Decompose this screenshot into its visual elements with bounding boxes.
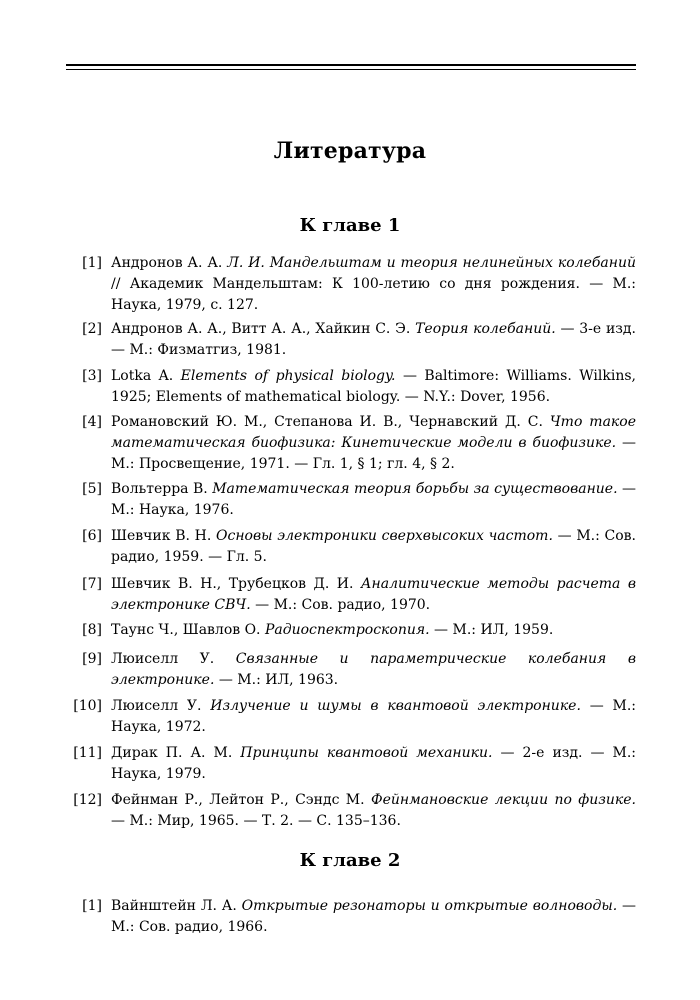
header-rule-thick [66,64,636,66]
reference-item [66,366,636,408]
reference-title: Радиоспектроскопия. [264,622,430,638]
reference-title: Открытые резонаторы и открытые волноводы. [241,898,618,914]
reference-item [66,649,636,691]
reference-details: — М.: Просвещение, 1971. — Гл. 1, § 1; гл. 4, § 2. [111,435,636,472]
reference-details: — М.: Наука, 1976. [111,481,637,518]
reference-details: — М.: Сов. радио, 1970. [250,597,431,613]
reference-number: [8] [82,622,102,638]
header-rule-thin [66,69,636,70]
page-title: Литература [273,138,427,164]
reference-title: Elements of physical biology. [180,368,396,384]
reference-authors: Шевчик В. Н., Трубецков Д. И. [111,576,361,592]
reference-number: [12] [73,792,102,808]
reference-authors: Шевчик В. Н. [111,528,217,544]
reference-title: Принципы квантовой механики. [240,745,493,761]
reference-authors: Вольтерра В. [111,481,213,497]
reference-details: — М.: ИЛ, 1963. [214,672,339,688]
reference-details: — 3-е изд. — М.: Физматгиз, 1981. [111,321,636,358]
reference-title: Излучение и шумы в квантовой электронике. [210,698,581,714]
reference-title: Теория колебаний. [415,321,556,337]
reference-title: Математическая теория борьбы за существование. [212,481,618,497]
reference-details: — М.: Сов. радио, 1966. [111,898,637,935]
section-heading-chapter-1: К главе 1 [299,215,401,236]
reference-details: — М.: Наука, 1972. [111,698,637,735]
reference-number: [11] [73,745,102,761]
reference-number: [9] [82,651,102,667]
reference-item [66,253,636,316]
reference-details: — Baltimore: Williams. Wilkins, 1925; Elements of mathematical biology. — N.Y.: Dover, 1956. [111,368,636,405]
reference-number: [5] [82,481,102,497]
reference-number: [1] [82,255,102,271]
reference-number: [6] [82,528,102,544]
reference-details: — М.: Сов. радио, 1959. — Гл. 5. [111,528,637,565]
reference-number: [1] [82,898,102,914]
reference-authors: Андронов А. А., Витт А. А., Хайкин С. Э. [111,321,416,337]
reference-item [66,574,636,616]
reference-item [66,743,636,785]
reference-title: Аналитические методы расчета в электронике СВЧ. [111,576,636,613]
reference-title: Фейнмановские лекции по физике. [370,792,636,808]
reference-authors: Фейнман Р., Лейтон Р., Сэндс М. [111,792,371,808]
reference-authors: Люиселл У. [111,698,211,714]
reference-title: Основы электроники сверхвысоких частот. [216,528,553,544]
reference-authors: Романовский Ю. М., Степанова И. В., Чернавский Д. С. [111,414,550,430]
section-heading-chapter-2: К главе 2 [299,850,401,871]
reference-number: [10] [73,698,102,714]
reference-details: — 2-е изд. — М.: Наука, 1979. [111,745,636,782]
reference-authors: Таунс Ч., Шавлов О. [111,622,265,638]
reference-authors: Вайнштейн Л. А. [111,898,242,914]
reference-item [66,526,636,568]
reference-number: [7] [82,576,102,592]
reference-details: — М.: ИЛ, 1959. [429,622,554,638]
reference-item [66,319,636,361]
reference-item [66,479,636,521]
reference-authors: Дирак П. А. М. [111,745,241,761]
reference-item [66,696,636,738]
reference-authors: Lotka A. [111,368,181,384]
reference-title: Связанные и параметрические колебания в электронике. [111,651,636,688]
reference-details: // Академик Мандельштам: К 100-летию со дня рождения. — М.: Наука, 1979, с. 127. [111,276,636,313]
reference-number: [4] [82,414,102,430]
reference-details: — М.: Мир, 1965. — Т. 2. — С. 135–136. [111,813,401,829]
reference-item [66,790,636,832]
reference-item [66,620,636,641]
reference-item [66,896,636,938]
reference-title: Что такое математическая биофизика: Кинетические модели в биофизике. [111,414,636,451]
reference-title: Л. И. Мандельштам и теория нелинейных колебаний [227,255,637,271]
reference-authors: Андронов А. А. [111,255,228,271]
reference-number: [3] [82,368,102,384]
reference-number: [2] [82,321,102,337]
reference-authors: Люиселл У. [111,651,236,667]
reference-item [66,412,636,475]
